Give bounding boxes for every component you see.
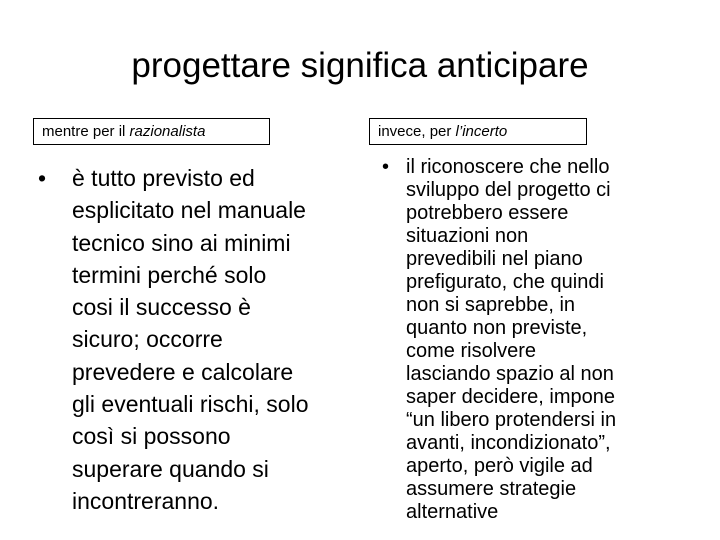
text-line: così si possono [72,423,231,450]
right-label-emphasis: l’incerto [455,123,508,140]
text-line: alternative [406,501,499,523]
text-line: tecnico sino ai minimi [72,229,291,256]
text-line: prevedere e calcolare [72,358,294,385]
left-label-prefix: mentre per il [42,123,130,140]
text-line: sicuro; occorre [72,326,223,353]
text-line: superare quando si [72,455,269,482]
text-line: quanto non previste, [406,317,588,339]
right-column-label [369,118,587,145]
text-line: situazioni non [406,225,529,247]
text-line: sviluppo del progetto ci [406,179,611,201]
text-line: cosi il successo è [72,294,251,321]
text-line: incontreranno. [72,487,220,514]
text-line: esplicitato nel manuale [72,197,306,224]
text-line: il riconoscere che nello [406,156,610,178]
right-bullet-text [406,156,702,524]
text-line: prevedibili nel piano [406,248,583,270]
left-label-emphasis: razionalista [129,123,206,140]
left-bullet-text [72,162,358,517]
text-line: non si saprebbe, in [406,294,576,316]
left-column-label [33,118,270,145]
bullet-icon: • [382,156,390,178]
text-line: lasciando spazio al non [406,363,614,385]
text-line: come risolvere [406,340,537,362]
text-line: gli eventuali rischi, solo [72,391,309,418]
text-line: “un libero protendersi in [406,409,617,431]
text-line: potrebbero essere [406,202,569,224]
text-line: prefigurato, che quindi [406,271,604,293]
text-line: saper decidere, impone [406,386,616,408]
slide-title: progettare significa anticipare [131,46,589,85]
text-line: avanti, incondizionato”, [406,432,611,454]
bullet-icon: • [38,165,47,191]
text-line: termini perché solo [72,261,267,288]
text-line: aperto, però vigile ad [406,455,593,477]
text-line: assumere strategie [406,478,577,500]
text-line: è tutto previsto ed [72,165,255,191]
right-label-prefix: invece, per [378,123,456,140]
